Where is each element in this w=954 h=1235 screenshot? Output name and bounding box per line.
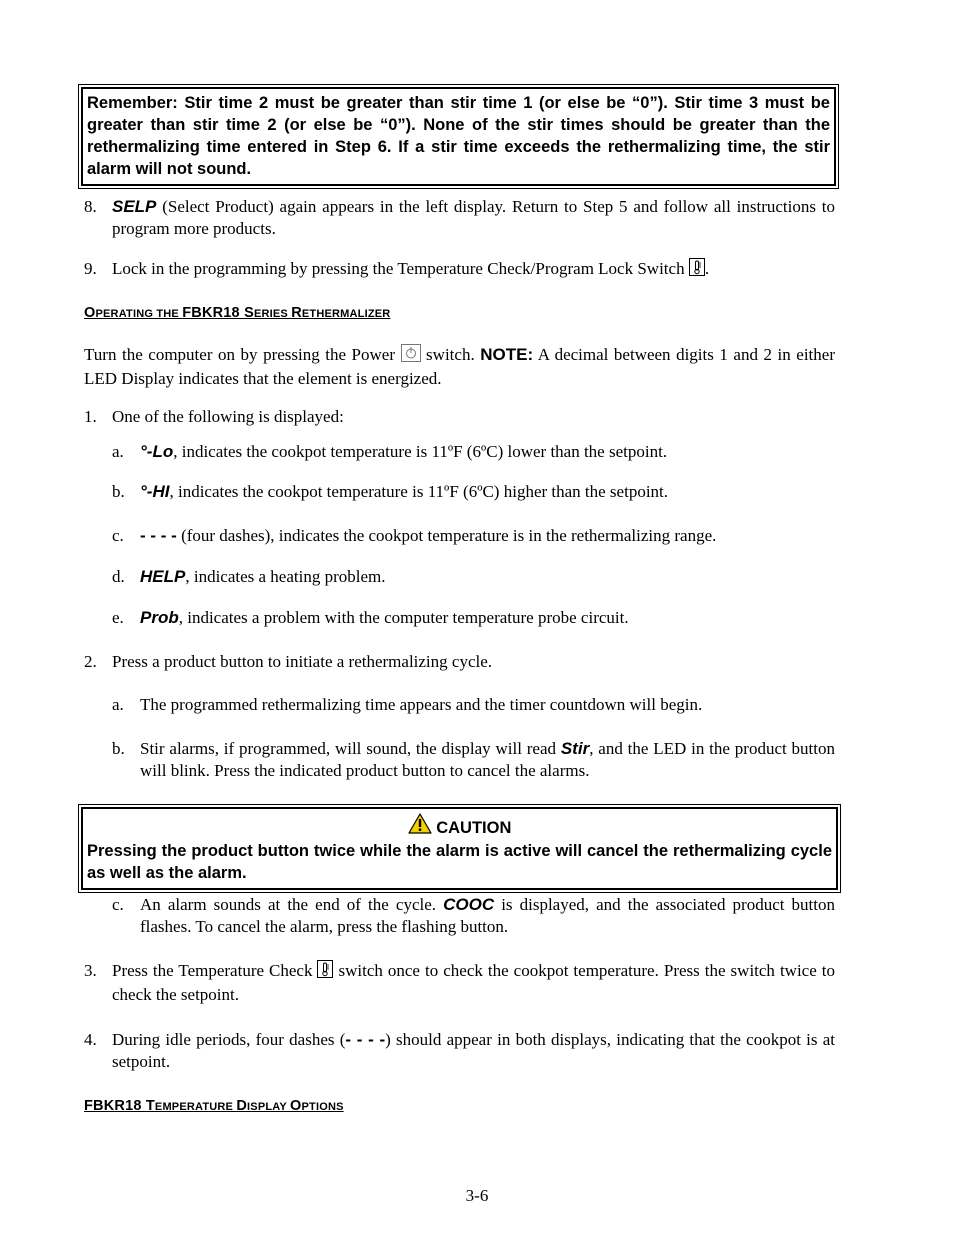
item-1d-text [140,566,835,588]
intro-a: Turn the computer on by pressing the Power [84,345,401,364]
warning-triangle-icon [408,813,432,840]
heading-disp-w2b: EMPERATURE [154,1101,237,1113]
step-9-text [112,258,835,282]
item-2c-a: An alarm sounds at the end of the cycle. [140,895,444,914]
heading-disp-w4a: O [290,1098,302,1114]
item-1a-letter: a. [112,442,124,461]
note-label: NOTE: [480,345,534,364]
heading-disp-w3b: ISPLAY [247,1101,291,1113]
heading-disp-w1: FBKR18 [84,1098,146,1114]
stir-keyword: Stir [560,739,590,758]
heading-disp-w2a: T [145,1098,155,1114]
item-1e-body: , indicates a problem with the computer temperature probe circuit. [178,608,629,627]
caution-title: CAUTION [436,819,512,837]
heading-disp-w4b: PTIONS [301,1101,344,1113]
intro-paragraph [84,344,835,390]
heading-op-w1b: PERATING THE [95,308,183,320]
item-1b-letter: b. [112,482,125,501]
item-2a-text: The programmed rethermalizing time appears and the timer countdown will begin. [140,695,703,714]
item-3-text [112,960,835,1006]
item-4-text [112,1029,835,1073]
heading-op-w3a: S [244,305,254,321]
item-3-a: Press the Temperature Check [112,961,318,980]
page-number: 3-6 [465,1186,489,1205]
remember-box [78,84,839,189]
lo-keyword: °-Lo [140,442,174,461]
cooc-keyword: COOC [443,895,495,914]
heading-op-w3b: ERIES [253,308,292,320]
item-1-text: One of the following is displayed: [112,407,344,426]
heading-disp-w3a: D [236,1098,248,1114]
step-9-end: . [704,259,710,278]
item-2a-letter: a. [112,695,124,714]
help-keyword: HELP [140,567,186,586]
caution-inner [81,807,838,890]
item-4-b: ) should appear in both displays, indicating that the cookpot is at setpoint. [112,1030,835,1071]
item-2-number: 2. [84,652,97,671]
remember-text: Remember: Stir time 2 must be greater than stir time 1 (or else be “0”). Stir time 3 must be greater than stir time 2 (or else be “0”). None of the stir times should be greater than the rethermalizing time entered in Step 6. If a stir time exceeds the rethermalizing time, the stir alarm will not sound. [81,87,836,186]
hi-keyword: °-HI [140,482,170,501]
item-1a-text [140,441,835,463]
step-8-body: (Select Product) again appears in the left display. Return to Step 5 and follow all instructions to program more products. [112,197,835,238]
heading-op-w1a: O [84,305,96,321]
heading-op-w4a: R [291,305,302,321]
item-2-text: Press a product button to initiate a rethermalizing cycle. [112,652,493,671]
item-2b-letter: b. [112,739,125,758]
thermometer-switch-icon [689,258,705,282]
intro-b: switch. [420,345,481,364]
item-1c-text [140,525,835,547]
step-9-body: Lock in the programming by pressing the Temperature Check/Program Lock Switch [112,259,689,278]
item-2b-a: Stir alarms, if programmed, will sound, the display will read [140,739,561,758]
prob-keyword: Prob [140,608,179,627]
item-2c-letter: c. [112,895,124,914]
item-2b-b: , and the LED in the product button will blink. Press the indicated product button to cancel the alarms. [140,739,835,780]
caution-title-row [87,813,832,840]
item-1c-letter: c. [112,526,124,545]
item-1b-body: , indicates the cookpot temperature is 11ºF (6ºC) higher than the setpoint. [169,482,669,501]
selp-keyword: SELP [112,197,157,216]
item-1b-text [140,481,835,503]
item-1-number: 1. [84,407,97,426]
heading-operating [84,304,390,321]
item-1e-letter: e. [112,608,124,627]
step-9-number: 9. [84,259,97,278]
item-2c-b: is displayed, and the associated product button flashes. To cancel the alarm, press the flashing button. [140,895,836,936]
heading-op-w4b: ETHERMALIZER [301,308,391,320]
caution-box [78,804,841,893]
caution-text: Pressing the product button twice while the alarm is active will cancel the rethermalizing cycle as well as the alarm. [87,842,832,882]
thermometer-switch-icon [317,960,333,984]
item-1e-text [140,607,835,629]
dashes-keyword: - - - - [140,526,177,545]
item-2b-text [140,738,835,782]
step-8-number: 8. [84,197,97,216]
item-3-b: switch once to check the cookpot temperature. Press the switch twice to check the setpoint. [112,961,835,1004]
item-1a-body: , indicates the cookpot temperature is 11ºF (6ºC) lower than the setpoint. [173,442,668,461]
item-4-number: 4. [84,1030,97,1049]
step-8-text [112,196,835,240]
item-1c-body: (four dashes), indicates the cookpot temperature is in the rethermalizing range. [176,526,717,545]
item-3-number: 3. [84,961,97,980]
item-1d-body: , indicates a heating problem. [185,567,386,586]
item-4-a: During idle periods, four dashes ( [112,1030,346,1049]
item-1d-letter: d. [112,567,125,586]
heading-op-w2: FBKR18 [182,305,245,321]
power-switch-icon [401,344,421,368]
item-2c-text [140,894,835,938]
intro-c: A decimal between digits 1 and 2 in either LED Display indicates that the element is energized. [84,345,835,388]
idle-dashes-keyword: - - - - [345,1030,386,1049]
heading-display-options [84,1097,344,1114]
